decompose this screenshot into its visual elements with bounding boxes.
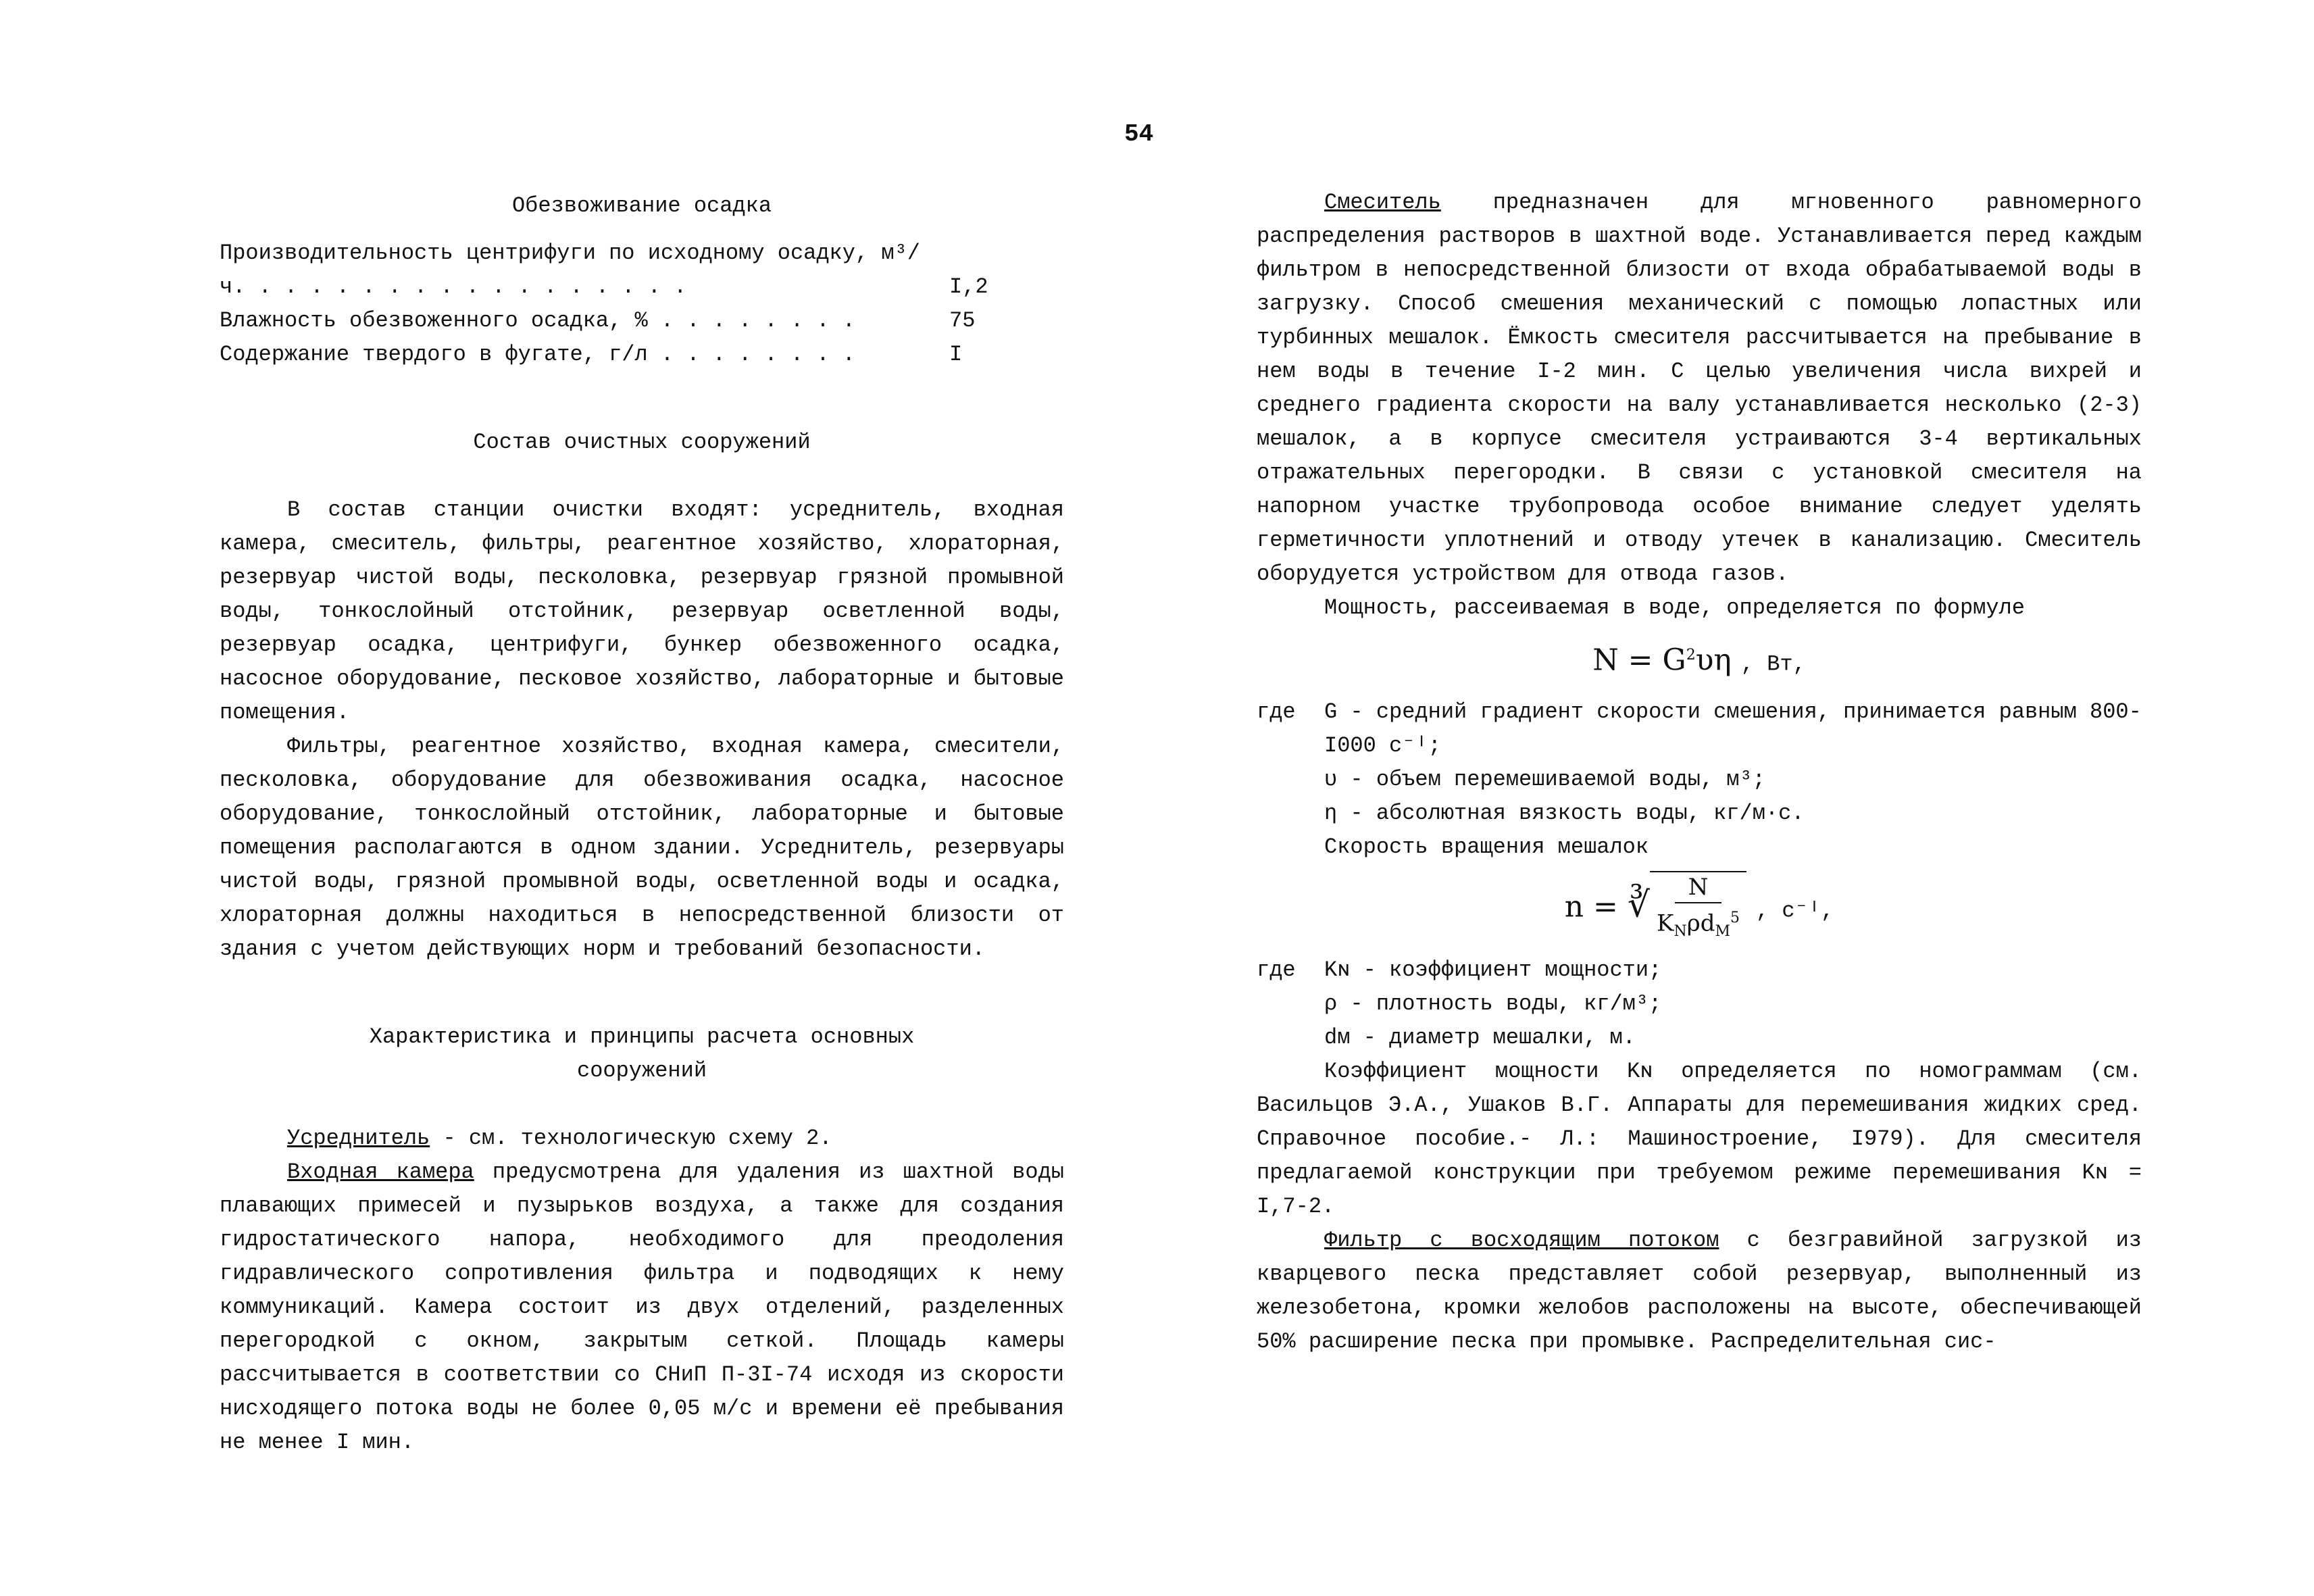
power-paragraph: Мощность, рассеиваемая в воде, определяется по формуле — [1324, 595, 2025, 620]
definition: ρ - плотность воды, кг/м³; — [1324, 991, 1662, 1016]
spec-value: I,2 — [949, 274, 988, 299]
rotation-formula-unit: , c⁻ᴵ, — [1756, 898, 1834, 924]
spec-label: Содержание твердого в фугате, г/л . . . . . . . . — [220, 342, 855, 367]
equalizer-term: Усреднитель — [287, 1126, 430, 1151]
equalizer-paragraph — [220, 1122, 1064, 1155]
characteristics-heading-line2: сооружений — [576, 1058, 707, 1083]
dewatering-heading: Обезвоживание осадка — [511, 193, 772, 218]
spec-value: I — [949, 342, 963, 367]
power-formula-unit: , Вт, — [1740, 651, 1806, 677]
left-column — [220, 189, 1064, 1460]
rotation-speed-formula: n = ∛ $\frac{N}{K_N\rho d_M^5}$ , c⁻ᴵ, — [1257, 871, 2142, 947]
right-column — [1257, 186, 2142, 1359]
mixer-term: Смеситель — [1324, 190, 1441, 215]
rotation-speed-paragraph: Скорость вращения мешалок — [1324, 834, 1649, 859]
spec-row — [220, 304, 1064, 338]
composition-paragraph-2: Фильтры, реагентное хозяйство, входная камера, смесители, песколовка, оборудование для обезвоживания осадка, насосное оборудование, тонкослойный отстойник, лабораторные и бытовые помещения располагаются в одном здании. Усреднитель, резервуары чистой воды, грязной промывной воды, осветленной воды и осадка, хлораторная должны находиться в непосредственной близости от здания с учетом действующих норм и требований безопасности. — [220, 734, 1064, 962]
spec-label: Влажность обезвоженного осадка, % . . . . . . . . — [220, 308, 855, 333]
equalizer-text: - см. технологическую схему 2. — [430, 1126, 832, 1151]
spec-row — [220, 236, 1064, 304]
spec-label: Производительность центрифуги по исходному осадку, м³/ч. . . . . . . . . . . . . . . . . . — [220, 241, 920, 299]
characteristics-heading-line1: Характеристика и принципы расчета основных — [369, 1024, 915, 1049]
mixer-text: предназначен для мгновенного равномерного распределения растворов в шахтной воде. Устанавливается перед каждым фильтром в непосредственной близости от входа обрабатываемой воды в загрузку. Способ смешения механический с помощью лопастных или турбинных мешалок. Ёмкость смесителя рассчитывается на пребывание в нем воды в течение I-2 мин. С целью увеличения числа вихрей и среднего градиента скорости на валу устанавливается несколько (2-3) мешалок, а в корпусе смесителя устраиваются 3-4 вертикальных отражательных перегородки. В связи с установкой смесителя на напорном участке трубопровода особое внимание следует уделять герметичности уплотнений и отводу утечек в канализацию. Смеситель оборудуется устройством для отвода газов. — [1257, 190, 2142, 587]
page-number: 54 — [1124, 120, 1154, 148]
composition-heading: Состав очистных сооружений — [473, 430, 811, 455]
definition: υ - объем перемешиваемой воды, м³; — [1324, 766, 1765, 792]
where-label: где — [1257, 957, 1296, 982]
filter-term: Фильтр с восходящим потоком — [1324, 1227, 1719, 1253]
definition: dм - диаметр мешалки, м. — [1324, 1024, 1636, 1050]
inlet-chamber-text: предусмотрена для удаления из шахтной воды плавающих примесей и пузырьков воздуха, а также для создания гидростатического напора, необходимого для преодоления гидравлического сопротивления фильтра и подводящих к нему коммуникаций. Камера состоит из двух отделений, разделенных перегородкой с окном, закрытым сеткой. Площадь камеры рассчитывается в соответствии со СНиП П-3I-74 исходя из скорости нисходящего потока воды не более 0,05 м/с и времени её пребывания не менее I мин. — [220, 1159, 1065, 1455]
power-coefficient-paragraph: Коэффициент мощности Kɴ определяется по номограммам (см. Васильцов Э.А., Ушаков В.Г. Аппараты для перемешивания жидких сред. Справочное пособие.- Л.: Машиностроение, I979). Для смесителя предлагаемой конструкции при требуемом режиме перемешивания Kɴ = I,7-2. — [1257, 1058, 2142, 1219]
power-formula: $N = G^2\upsilon\eta$ , Вт, — [1592, 643, 1806, 678]
definition: G - средний градиент скорости смешения, принимается равным 800-I000 c⁻ᴵ; — [1324, 699, 2142, 758]
filter-text: с безгравийной загрузкой из кварцевого песка представляет собой резервуар, выполненный из железобетона, кромки желобов расположены на высоте, обеспечивающей 50% расширение песка при промывке. Распределительная сис- — [1257, 1227, 2142, 1354]
spec-value: 75 — [949, 308, 976, 333]
definition: Kɴ - коэффициент мощности; — [1324, 957, 1662, 982]
composition-paragraph-1: В состав станции очистки входят: усреднитель, входная камера, смеситель, фильтры, реагентное хозяйство, хлораторная, резервуар чистой воды, песколовка, резервуар грязной промывной воды, тонкослойный отстойник, резервуар осветленной воды, резервуар осадка, центрифуги, бункер обезвоженного осадка, насосное оборудование, песковое хозяйство, лабораторные и бытовые помещения. — [220, 497, 1064, 725]
definitions-2 — [1257, 953, 2142, 1055]
filter-paragraph — [1257, 1224, 2142, 1359]
definition: η - абсолютная вязкость воды, кг/м·с. — [1324, 800, 1805, 826]
inlet-chamber-paragraph — [220, 1155, 1064, 1460]
dewatering-specs — [220, 236, 1064, 372]
inlet-chamber-term: Входная камера — [287, 1159, 474, 1184]
mixer-paragraph — [1257, 186, 2142, 591]
spec-row — [220, 338, 1064, 372]
definitions-1 — [1257, 695, 2142, 830]
where-label: где — [1257, 699, 1296, 724]
